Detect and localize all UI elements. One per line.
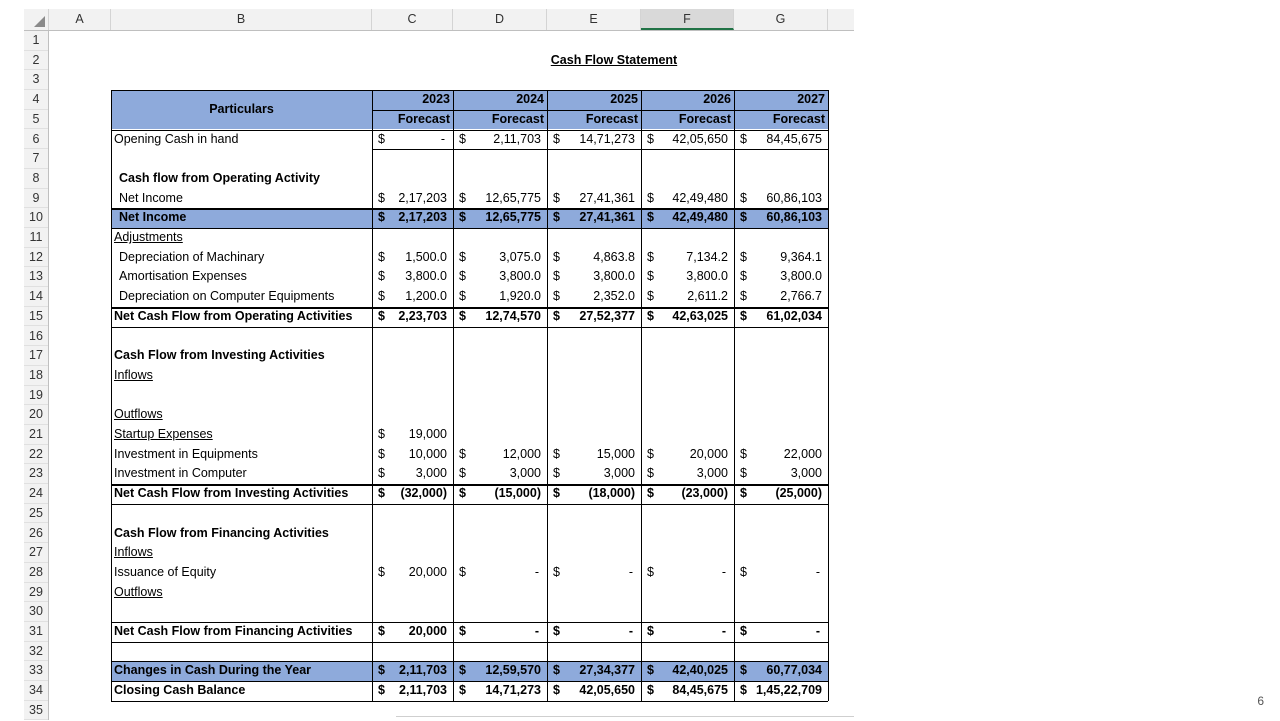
hline-investing-total-bottom xyxy=(111,504,828,505)
hline-table-bottom xyxy=(111,701,828,702)
value-2026-row-15[interactable]: 42,63,025 xyxy=(672,308,728,323)
row-label-20: Outflows xyxy=(114,407,163,422)
value-2026-row-34[interactable]: 84,45,675 xyxy=(672,683,728,698)
table-vline-0 xyxy=(111,90,112,701)
column-header-g[interactable]: G xyxy=(734,9,828,30)
currency-symbol: $ xyxy=(553,486,560,501)
currency-symbol: $ xyxy=(553,466,560,481)
value-2026-row-13[interactable]: 3,800.0 xyxy=(686,269,728,284)
row-label-22: Investment in Equipments xyxy=(114,446,258,461)
currency-symbol: $ xyxy=(378,624,385,638)
value-2027-row-24[interactable]: (25,000) xyxy=(775,486,822,501)
value-2023-row-6[interactable]: - xyxy=(440,131,445,146)
currency-symbol: $ xyxy=(647,486,654,501)
row-header-1[interactable]: 1 xyxy=(24,31,48,51)
row-label-26: Cash Flow from Financing Activities xyxy=(114,525,329,540)
value-2027-row-22[interactable]: 22,000 xyxy=(783,446,822,461)
table-vline-2 xyxy=(453,90,454,701)
currency-symbol: $ xyxy=(459,624,466,638)
value-2026-row-14[interactable]: 2,611.2 xyxy=(687,289,728,304)
sheet-grid xyxy=(49,31,854,720)
currency-symbol: $ xyxy=(459,131,466,146)
row-label-10: Net Income xyxy=(119,210,187,225)
row-header-19[interactable]: 19 xyxy=(24,386,48,406)
value-2024-row-10[interactable]: 12,65,775 xyxy=(485,210,541,225)
currency-symbol: $ xyxy=(647,663,654,678)
value-2024-row-24[interactable]: (15,000) xyxy=(494,486,541,501)
currency-symbol: $ xyxy=(553,190,560,205)
row-label-14: Depreciation on Computer Equipments xyxy=(119,289,335,304)
row-header-24[interactable]: 24 xyxy=(24,484,48,504)
row-header-10[interactable]: 10 xyxy=(24,208,48,228)
row-header-25[interactable]: 25 xyxy=(24,504,48,524)
value-2024-row-31[interactable]: - xyxy=(534,624,539,638)
sheet-bottom-border xyxy=(396,716,854,717)
row-header-6[interactable]: 6 xyxy=(24,130,48,150)
hline-table-top xyxy=(111,90,828,91)
value-2026-row-28[interactable]: - xyxy=(721,564,726,579)
value-2025-row-22[interactable]: 15,000 xyxy=(596,446,635,461)
column-header-b[interactable]: B xyxy=(111,9,372,30)
value-2025-row-23[interactable]: 3,000 xyxy=(603,466,635,481)
hline-year-bottom xyxy=(372,110,828,111)
value-2023-row-33[interactable]: 2,11,703 xyxy=(399,663,447,678)
currency-symbol: $ xyxy=(740,466,747,481)
currency-symbol: $ xyxy=(459,564,466,579)
value-2027-row-9[interactable]: 60,86,103 xyxy=(766,190,822,205)
value-2026-row-6[interactable]: 42,05,650 xyxy=(672,131,728,146)
table-vline-5 xyxy=(734,90,735,701)
currency-symbol: $ xyxy=(740,289,747,304)
forecast-header-2025: Forecast xyxy=(585,111,638,126)
hline-investing-total-top xyxy=(111,484,828,486)
value-2023-row-9[interactable]: 2,17,203 xyxy=(398,190,447,205)
currency-symbol: $ xyxy=(647,190,654,205)
row-header-33[interactable]: 33 xyxy=(24,661,48,681)
currency-symbol: $ xyxy=(378,308,385,323)
row-header-bar xyxy=(24,31,49,720)
row-header-23[interactable]: 23 xyxy=(24,464,48,484)
value-2023-row-13[interactable]: 3,800.0 xyxy=(405,269,447,284)
currency-symbol: $ xyxy=(553,663,560,678)
value-2023-row-12[interactable]: 1,500.0 xyxy=(405,249,447,264)
value-2027-row-23[interactable]: 3,000 xyxy=(790,466,822,481)
row-header-26[interactable]: 26 xyxy=(24,524,48,544)
row-header-21[interactable]: 21 xyxy=(24,425,48,445)
currency-symbol: $ xyxy=(378,663,385,678)
currency-symbol: $ xyxy=(740,624,747,638)
currency-symbol: $ xyxy=(553,269,560,284)
row-header-11[interactable]: 11 xyxy=(24,228,48,248)
currency-symbol: $ xyxy=(740,564,747,579)
value-2027-row-15[interactable]: 61,02,034 xyxy=(766,308,822,323)
currency-symbol: $ xyxy=(647,624,654,638)
statement-title: Cash Flow Statement xyxy=(550,52,678,67)
currency-symbol: $ xyxy=(378,131,385,146)
value-2025-row-6[interactable]: 14,71,273 xyxy=(579,131,635,146)
value-2024-row-34[interactable]: 14,71,273 xyxy=(485,683,541,698)
particulars-header: Particulars xyxy=(209,101,274,116)
row-label-21: Startup Expenses xyxy=(114,427,213,441)
row-header-12[interactable]: 12 xyxy=(24,248,48,268)
currency-symbol: $ xyxy=(740,210,747,225)
value-2024-row-23[interactable]: 3,000 xyxy=(509,466,541,481)
value-2023-row-10[interactable]: 2,17,203 xyxy=(398,210,447,225)
table-vline-3 xyxy=(547,90,548,701)
value-2025-row-9[interactable]: 27,41,361 xyxy=(579,190,635,205)
currency-symbol: $ xyxy=(647,308,654,323)
currency-symbol: $ xyxy=(740,131,747,146)
forecast-header-2023: Forecast xyxy=(397,111,450,126)
currency-symbol: $ xyxy=(740,308,747,323)
value-2027-row-14[interactable]: 2,766.7 xyxy=(780,289,822,304)
currency-symbol: $ xyxy=(553,131,560,146)
row-header-16[interactable]: 16 xyxy=(24,327,48,347)
currency-symbol: $ xyxy=(378,269,385,284)
row-header-32[interactable]: 32 xyxy=(24,642,48,662)
column-header-bar xyxy=(24,9,854,31)
value-2023-row-21[interactable]: 19,000 xyxy=(408,427,447,441)
page-number: 6 xyxy=(1257,694,1264,708)
currency-symbol: $ xyxy=(740,249,747,264)
value-2027-row-31[interactable]: - xyxy=(815,624,820,638)
currency-symbol: $ xyxy=(459,249,466,264)
hline-net-income-bottom xyxy=(111,228,828,229)
row-header-31[interactable]: 31 xyxy=(24,622,48,642)
value-2023-row-24[interactable]: (32,000) xyxy=(400,486,447,501)
row-label-8: Cash flow from Operating Activity xyxy=(119,170,320,185)
value-2025-row-14[interactable]: 2,352.0 xyxy=(593,289,635,304)
currency-symbol: $ xyxy=(553,210,560,225)
year-header-2023: 2023 xyxy=(422,92,450,107)
row-header-14[interactable]: 14 xyxy=(24,287,48,307)
row-label-12: Depreciation of Machinary xyxy=(119,249,265,264)
row-label-11: Adjustments xyxy=(114,230,183,244)
value-2023-row-31[interactable]: 20,000 xyxy=(408,624,447,638)
hline-net-income-top xyxy=(111,208,828,210)
value-2027-row-6[interactable]: 84,45,675 xyxy=(766,131,822,146)
value-2025-row-10[interactable]: 27,41,361 xyxy=(579,210,635,225)
currency-symbol: $ xyxy=(378,446,385,461)
forecast-header-2026: Forecast xyxy=(678,111,731,126)
value-2027-row-12[interactable]: 9,364.1 xyxy=(780,249,822,264)
row-header-30[interactable]: 30 xyxy=(24,602,48,622)
value-2023-row-22[interactable]: 10,000 xyxy=(408,446,447,461)
year-header-2026: 2026 xyxy=(703,92,731,107)
hline-financing-total-top xyxy=(111,622,828,623)
row-header-20[interactable]: 20 xyxy=(24,405,48,425)
row-label-18: Inflows xyxy=(114,367,153,382)
currency-symbol: $ xyxy=(647,210,654,225)
forecast-header-2024: Forecast xyxy=(491,111,544,126)
currency-symbol: $ xyxy=(553,446,560,461)
column-header-f[interactable]: F xyxy=(641,9,734,30)
currency-symbol: $ xyxy=(459,683,466,698)
currency-symbol: $ xyxy=(378,249,385,264)
currency-symbol: $ xyxy=(740,190,747,205)
forecast-header-2027: Forecast xyxy=(772,111,825,126)
currency-symbol: $ xyxy=(459,663,466,678)
year-header-2024: 2024 xyxy=(516,92,544,107)
row-label-15: Net Cash Flow from Operating Activities xyxy=(114,308,353,323)
currency-symbol: $ xyxy=(378,190,385,205)
currency-symbol: $ xyxy=(459,486,466,501)
table-vline-6 xyxy=(828,90,829,701)
currency-symbol: $ xyxy=(553,564,560,579)
value-2025-row-24[interactable]: (18,000) xyxy=(588,486,635,501)
row-label-29: Outflows xyxy=(114,584,163,599)
currency-symbol: $ xyxy=(378,486,385,501)
value-2026-row-31[interactable]: - xyxy=(721,624,726,638)
currency-symbol: $ xyxy=(378,427,385,441)
value-2026-row-23[interactable]: 3,000 xyxy=(696,466,728,481)
currency-symbol: $ xyxy=(378,564,385,579)
value-2024-row-6[interactable]: 2,11,703 xyxy=(493,131,541,146)
hline-opening-bottom xyxy=(372,149,828,150)
currency-symbol: $ xyxy=(553,249,560,264)
value-2027-row-13[interactable]: 3,800.0 xyxy=(780,269,822,284)
hline-financing-total-bottom xyxy=(111,642,828,643)
row-header-15[interactable]: 15 xyxy=(24,307,48,327)
value-2027-row-28[interactable]: - xyxy=(815,564,820,579)
currency-symbol: $ xyxy=(459,446,466,461)
currency-symbol: $ xyxy=(378,210,385,225)
value-2023-row-28[interactable]: 20,000 xyxy=(408,564,447,579)
currency-symbol: $ xyxy=(740,446,747,461)
year-header-2025: 2025 xyxy=(610,92,638,107)
row-header-29[interactable]: 29 xyxy=(24,583,48,603)
row-header-8[interactable]: 8 xyxy=(24,169,48,189)
currency-symbol: $ xyxy=(647,683,654,698)
row-label-6: Opening Cash in hand xyxy=(114,131,239,146)
value-2024-row-33[interactable]: 12,59,570 xyxy=(485,663,541,678)
value-2026-row-33[interactable]: 42,40,025 xyxy=(672,663,728,678)
value-2023-row-15[interactable]: 2,23,703 xyxy=(398,308,447,323)
value-2023-row-14[interactable]: 1,200.0 xyxy=(405,289,447,304)
hline-closing-top xyxy=(111,681,828,682)
hline-operating-total-bottom xyxy=(111,327,828,328)
value-2023-row-34[interactable]: 2,11,703 xyxy=(399,683,447,698)
value-2024-row-28[interactable]: - xyxy=(534,564,539,579)
currency-symbol: $ xyxy=(459,308,466,323)
currency-symbol: $ xyxy=(553,308,560,323)
value-2024-row-14[interactable]: 1,920.0 xyxy=(499,289,541,304)
value-2025-row-31[interactable]: - xyxy=(628,624,633,638)
currency-symbol: $ xyxy=(740,269,747,284)
value-2026-row-9[interactable]: 42,49,480 xyxy=(672,190,728,205)
value-2025-row-33[interactable]: 27,34,377 xyxy=(579,663,635,678)
value-2027-row-34[interactable]: 1,45,22,709 xyxy=(755,683,822,698)
row-header-17[interactable]: 17 xyxy=(24,346,48,366)
currency-symbol: $ xyxy=(459,210,466,225)
currency-symbol: $ xyxy=(553,289,560,304)
currency-symbol: $ xyxy=(459,190,466,205)
row-header-4[interactable]: 4 xyxy=(24,90,48,110)
value-2026-row-24[interactable]: (23,000) xyxy=(681,486,728,501)
hline-header-bottom xyxy=(111,130,828,131)
value-2024-row-9[interactable]: 12,65,775 xyxy=(485,190,541,205)
row-label-23: Investment in Computer xyxy=(114,466,247,481)
currency-symbol: $ xyxy=(459,289,466,304)
row-header-3[interactable]: 3 xyxy=(24,70,48,90)
row-label-33: Changes in Cash During the Year xyxy=(114,663,312,678)
row-header-22[interactable]: 22 xyxy=(24,445,48,465)
row-label-9: Net Income xyxy=(119,190,183,205)
currency-symbol: $ xyxy=(459,466,466,481)
value-2023-row-23[interactable]: 3,000 xyxy=(415,466,447,481)
value-2025-row-34[interactable]: 42,05,650 xyxy=(579,683,635,698)
row-label-13: Amortisation Expenses xyxy=(119,269,247,284)
hline-changes-top xyxy=(111,661,828,662)
row-label-31: Net Cash Flow from Financing Activities xyxy=(114,624,353,638)
row-label-24: Net Cash Flow from Investing Activities xyxy=(114,486,349,501)
value-2025-row-15[interactable]: 27,52,377 xyxy=(579,308,635,323)
value-2025-row-28[interactable]: - xyxy=(628,564,633,579)
row-header-7[interactable]: 7 xyxy=(24,149,48,169)
value-2024-row-22[interactable]: 12,000 xyxy=(502,446,541,461)
value-2027-row-10[interactable]: 60,86,103 xyxy=(766,210,822,225)
currency-symbol: $ xyxy=(647,446,654,461)
row-header-34[interactable]: 34 xyxy=(24,681,48,701)
row-header-9[interactable]: 9 xyxy=(24,189,48,209)
currency-symbol: $ xyxy=(378,289,385,304)
currency-symbol: $ xyxy=(740,663,747,678)
value-2024-row-15[interactable]: 12,74,570 xyxy=(485,308,541,323)
value-2026-row-12[interactable]: 7,134.2 xyxy=(686,249,728,264)
hline-operating-total-top xyxy=(111,307,828,309)
value-2027-row-33[interactable]: 60,77,034 xyxy=(766,663,822,678)
year-header-2027: 2027 xyxy=(797,92,825,107)
value-2026-row-10[interactable]: 42,49,480 xyxy=(672,210,728,225)
row-header-28[interactable]: 28 xyxy=(24,563,48,583)
currency-symbol: $ xyxy=(647,564,654,579)
column-header-d[interactable]: D xyxy=(453,9,547,30)
currency-symbol: $ xyxy=(378,683,385,698)
row-header-13[interactable]: 13 xyxy=(24,267,48,287)
row-label-28: Issuance of Equity xyxy=(114,564,217,579)
value-2026-row-22[interactable]: 20,000 xyxy=(689,446,728,461)
currency-symbol: $ xyxy=(647,249,654,264)
table-vline-4 xyxy=(641,90,642,701)
currency-symbol: $ xyxy=(647,289,654,304)
table-vline-1 xyxy=(372,90,373,701)
value-2024-row-13[interactable]: 3,800.0 xyxy=(499,269,541,284)
row-header-27[interactable]: 27 xyxy=(24,543,48,563)
currency-symbol: $ xyxy=(553,624,560,638)
row-header-35[interactable]: 35 xyxy=(24,701,48,721)
value-2024-row-12[interactable]: 3,075.0 xyxy=(499,249,541,264)
select-all-corner[interactable] xyxy=(24,9,49,30)
row-header-2[interactable]: 2 xyxy=(24,51,48,71)
currency-symbol: $ xyxy=(740,486,747,501)
row-label-27: Inflows xyxy=(114,545,153,560)
currency-symbol: $ xyxy=(378,466,385,481)
currency-symbol: $ xyxy=(553,683,560,698)
currency-symbol: $ xyxy=(459,269,466,284)
row-label-17: Cash Flow from Investing Activities xyxy=(114,348,325,363)
value-2025-row-13[interactable]: 3,800.0 xyxy=(593,269,635,284)
row-header-18[interactable]: 18 xyxy=(24,366,48,386)
currency-symbol: $ xyxy=(647,131,654,146)
select-all-triangle-icon xyxy=(34,16,45,27)
value-2025-row-12[interactable]: 4,863.8 xyxy=(593,249,635,264)
currency-symbol: $ xyxy=(740,683,747,698)
column-header-a[interactable]: A xyxy=(49,9,111,30)
row-label-34: Closing Cash Balance xyxy=(114,683,246,698)
currency-symbol: $ xyxy=(647,269,654,284)
column-header-e[interactable]: E xyxy=(547,9,641,30)
row-header-5[interactable]: 5 xyxy=(24,110,48,130)
column-header-c[interactable]: C xyxy=(372,9,453,30)
currency-symbol: $ xyxy=(647,466,654,481)
